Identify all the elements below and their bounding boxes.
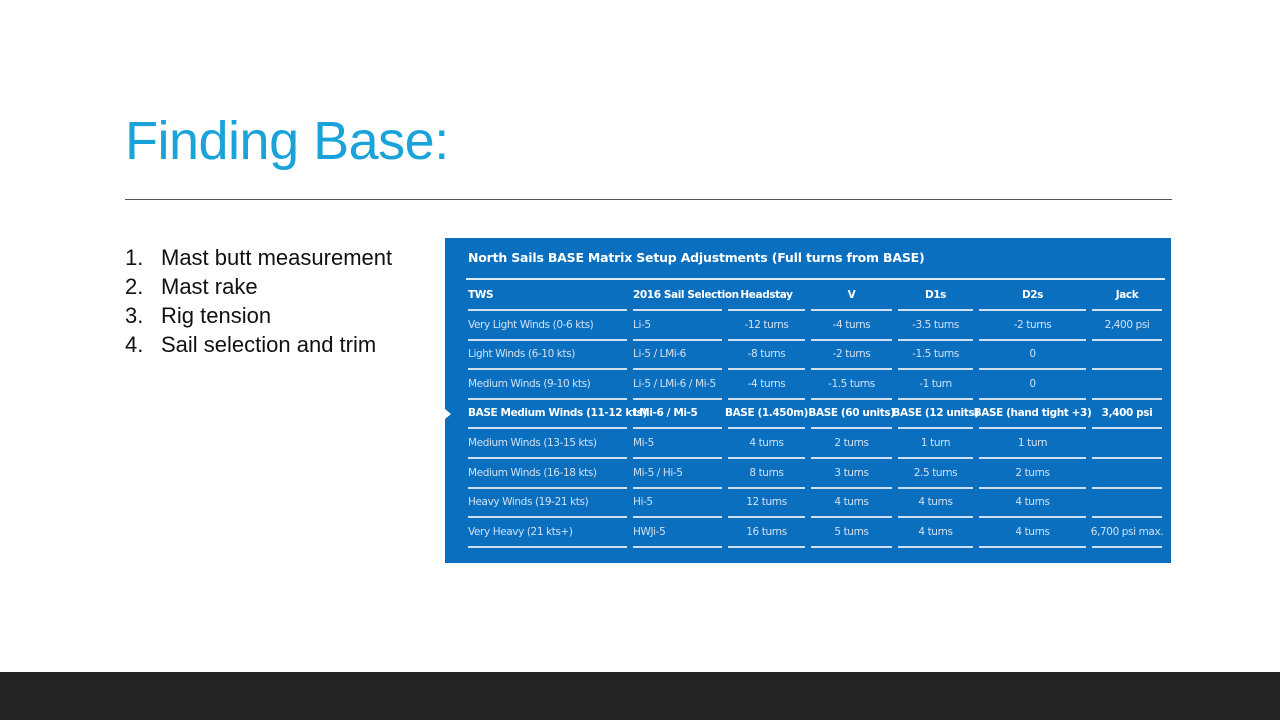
table-cell [1092, 488, 1162, 518]
table-row [445, 311, 1171, 341]
table-cell: 1 turn [979, 429, 1086, 459]
table-cell: BASE (60 units) [811, 399, 892, 429]
table-cell: -4 turns [811, 311, 892, 341]
table-cell: BASE (hand tight +3) [979, 399, 1086, 429]
table-row [445, 459, 1171, 489]
table-cell: LMi-6 / Mi-5 [633, 399, 722, 429]
table-cell: -8 turns [728, 340, 805, 370]
bullet-text: Mast butt measurement [161, 245, 393, 270]
table-header-cell: V [811, 281, 892, 311]
bullet-number: 4. [125, 332, 144, 357]
table-cell: Mi-5 [633, 429, 722, 459]
table-header-cell: D1s [898, 281, 973, 311]
bullet-item [125, 272, 392, 301]
table-cell: 0 [979, 340, 1086, 370]
table-cell: Medium Winds (9-10 kts) [468, 370, 627, 400]
table-row [445, 399, 1171, 429]
table-cell [1092, 370, 1162, 400]
table-cell: Light Winds (6-10 kts) [468, 340, 627, 370]
table-cell: 8 turns [728, 459, 805, 489]
table-cell: 2 turns [811, 429, 892, 459]
table-cell [1092, 459, 1162, 489]
table-header-cell: Jack [1092, 281, 1162, 311]
table-cell: Very Light Winds (0-6 kts) [468, 311, 627, 341]
table-cell: 4 turns [811, 488, 892, 518]
bullet-item [125, 243, 392, 272]
table-cell: 16 turns [728, 518, 805, 548]
table-row [445, 340, 1171, 370]
table-cell: -1 turn [898, 370, 973, 400]
table-cell: Very Heavy (21 kts+) [468, 518, 627, 548]
table-title: North Sails BASE Matrix Setup Adjustments (Full turns from BASE) [468, 250, 925, 265]
table-cell: 4 turns [728, 429, 805, 459]
table-header-cell: TWS [468, 281, 627, 311]
table-cell: Mi-5 / Hi-5 [633, 459, 722, 489]
bullet-text: Mast rake [161, 274, 258, 299]
table-cell: -4 turns [728, 370, 805, 400]
table-cell: 2.5 turns [898, 459, 973, 489]
bullet-item [125, 301, 392, 330]
table-header-cell: Headstay [728, 281, 805, 311]
setup-matrix-table [445, 238, 1171, 563]
table-cell: 4 turns [898, 518, 973, 548]
table-cell: BASE (12 units) [898, 399, 973, 429]
table-header-row [445, 281, 1171, 311]
table-cell: 12 turns [728, 488, 805, 518]
table-cell: -1.5 turns [898, 340, 973, 370]
table-row [445, 488, 1171, 518]
table-cell: Medium Winds (16-18 kts) [468, 459, 627, 489]
table-cell: BASE (1.450m) [728, 399, 805, 429]
table-row [445, 370, 1171, 400]
table-cell: -2 turns [811, 340, 892, 370]
bullet-text: Rig tension [161, 303, 272, 328]
table-cell: 4 turns [898, 488, 973, 518]
table-cell: 3 turns [811, 459, 892, 489]
table-cell: BASE Medium Winds (11-12 kts) [468, 399, 627, 429]
table-cell: Li-5 / LMi-6 / Mi-5 [633, 370, 722, 400]
table-cell: 4 turns [979, 488, 1086, 518]
table-cell: Heavy Winds (19-21 kts) [468, 488, 627, 518]
bullet-number: 3. [125, 303, 144, 328]
title-divider [125, 199, 1172, 200]
bullet-item [125, 330, 392, 359]
table-cell: 2,400 psi [1092, 311, 1162, 341]
table-cell: Li-5 [633, 311, 722, 341]
table-cell: 5 turns [811, 518, 892, 548]
table-cell: -1.5 turns [811, 370, 892, 400]
table-header-cell: D2s [979, 281, 1086, 311]
table-cell: 4 turns [979, 518, 1086, 548]
table-cell [1092, 340, 1162, 370]
slide-title: Finding Base: [125, 111, 449, 171]
table-cell: 6,700 psi max. [1092, 518, 1162, 548]
table-cell: 1 turn [898, 429, 973, 459]
table-cell: Medium Winds (13-15 kts) [468, 429, 627, 459]
table-title-divider [466, 278, 1165, 280]
bullet-number: 2. [125, 274, 144, 299]
table-cell: -2 turns [979, 311, 1086, 341]
table-cell: -12 turns [728, 311, 805, 341]
table-row [445, 429, 1171, 459]
table-cell: 0 [979, 370, 1086, 400]
bullet-list [125, 243, 392, 359]
footer-bar [0, 672, 1280, 720]
table-cell: Li-5 / LMi-6 [633, 340, 722, 370]
bullet-text: Sail selection and trim [161, 332, 377, 357]
table-cell: Hi-5 [633, 488, 722, 518]
table-row [445, 518, 1171, 548]
bullet-number: 1. [125, 245, 144, 270]
table-cell: 2 turns [979, 459, 1086, 489]
table-cell: -3.5 turns [898, 311, 973, 341]
table-cell: 3,400 psi [1092, 399, 1162, 429]
table-header-cell: 2016 Sail Selection [633, 281, 722, 311]
table-cell: HWJi-5 [633, 518, 722, 548]
table-cell [1092, 429, 1162, 459]
